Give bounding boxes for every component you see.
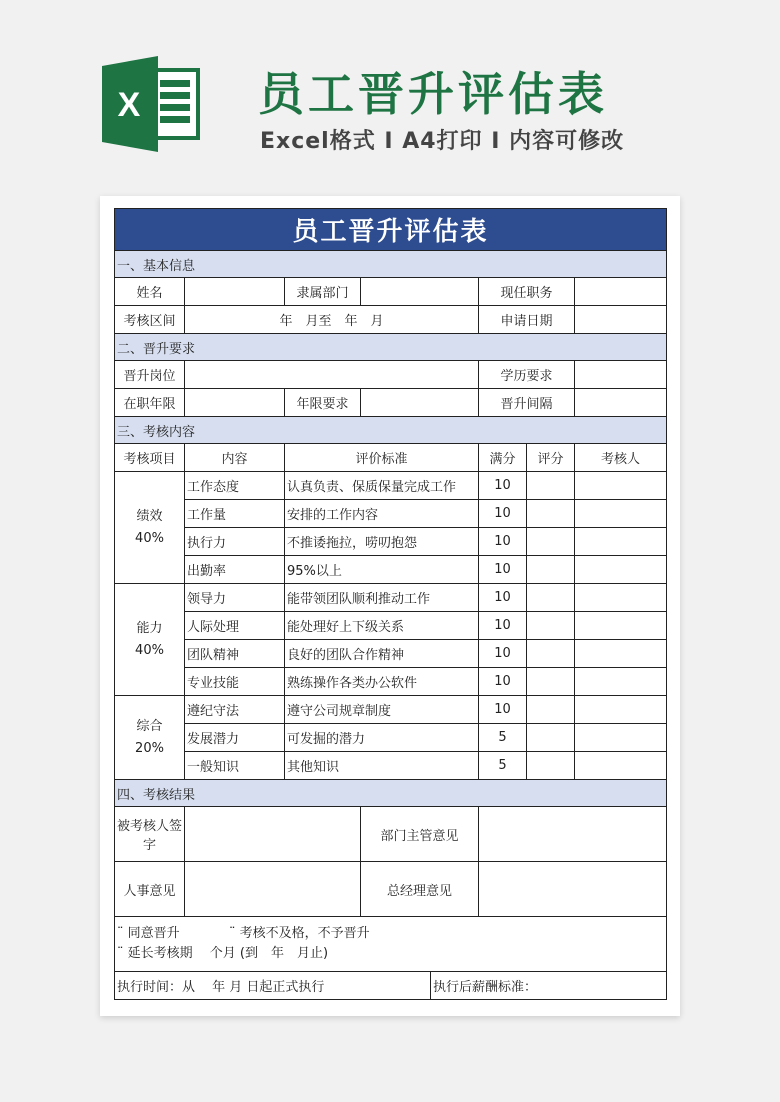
score-field[interactable] [527, 752, 575, 780]
item-content: 人际处理 [185, 612, 285, 640]
dept-field[interactable] [361, 278, 479, 306]
manager-label: 部门主管意见 [361, 807, 479, 862]
form-title: 员工晋升评估表 [115, 209, 667, 251]
group-name: 绩效 [136, 508, 163, 524]
tenure-req-label: 年限要求 [285, 389, 361, 417]
tenure-field[interactable] [185, 389, 285, 417]
score-field[interactable] [527, 472, 575, 500]
assessor-field[interactable] [575, 640, 667, 668]
item-max: 10 [479, 556, 527, 584]
item-content: 发展潜力 [185, 724, 285, 752]
assessor-field[interactable] [575, 724, 667, 752]
score-field[interactable] [527, 640, 575, 668]
section-assessment: 三、考核内容 [115, 417, 667, 444]
hr-field[interactable] [185, 862, 361, 917]
group-name: 能力 [136, 620, 163, 636]
gm-field[interactable] [479, 862, 667, 917]
decision-options [115, 917, 667, 972]
table-row [115, 612, 667, 640]
item-content: 出勤率 [185, 556, 285, 584]
item-max: 10 [479, 584, 527, 612]
col-header: 评价标准 [285, 444, 479, 472]
table-row [115, 556, 667, 584]
item-max: 10 [479, 472, 527, 500]
assessor-field[interactable] [575, 584, 667, 612]
item-max: 10 [479, 696, 527, 724]
item-content: 一般知识 [185, 752, 285, 780]
assessor-field[interactable] [575, 556, 667, 584]
score-field[interactable] [527, 696, 575, 724]
score-field[interactable] [527, 668, 575, 696]
item-max: 10 [479, 640, 527, 668]
education-field[interactable] [575, 361, 667, 389]
col-header: 满分 [479, 444, 527, 472]
evaluation-table [114, 208, 667, 1000]
score-field[interactable] [527, 612, 575, 640]
group-pct: 40% [135, 530, 164, 546]
name-field[interactable] [185, 278, 285, 306]
table-row [115, 752, 667, 780]
gm-label: 总经理意见 [361, 862, 479, 917]
assessor-field[interactable] [575, 668, 667, 696]
table-row [115, 528, 667, 556]
execution-time[interactable]: 执行时间：从 年 月 日起正式执行 [115, 972, 431, 999]
group-cell [115, 584, 185, 696]
excel-logo-icon [102, 56, 200, 152]
position-label: 现任职务 [479, 278, 575, 306]
group-pct: 40% [135, 642, 164, 658]
item-standard: 能处理好上下级关系 [285, 612, 479, 640]
item-max: 5 [479, 724, 527, 752]
score-field[interactable] [527, 500, 575, 528]
page-title: 员工晋升评估表 [258, 67, 608, 121]
assessor-field[interactable] [575, 696, 667, 724]
dept-label: 隶属部门 [285, 278, 361, 306]
item-content: 遵纪守法 [185, 696, 285, 724]
score-field[interactable] [527, 724, 575, 752]
item-standard: 认真负责、保质保量完成工作 [285, 472, 479, 500]
manager-field[interactable] [479, 807, 667, 862]
execution-row [115, 972, 667, 1000]
item-standard: 不推诿拖拉，唠叨抱怨 [285, 528, 479, 556]
item-standard: 可发掘的潜力 [285, 724, 479, 752]
target-field[interactable] [185, 361, 479, 389]
item-standard: 其他知识 [285, 752, 479, 780]
score-field[interactable] [527, 584, 575, 612]
item-max: 10 [479, 612, 527, 640]
form-sheet [100, 196, 680, 1016]
item-content: 执行力 [185, 528, 285, 556]
item-content: 专业技能 [185, 668, 285, 696]
apply-date-field[interactable] [575, 306, 667, 334]
col-header: 考核项目 [115, 444, 185, 472]
group-pct: 20% [135, 740, 164, 756]
position-field[interactable] [575, 278, 667, 306]
svg-text:X: X [117, 86, 141, 124]
item-max: 10 [479, 528, 527, 556]
assessor-field[interactable] [575, 500, 667, 528]
item-standard: 能带领团队顺利推动工作 [285, 584, 479, 612]
page-subtitle: Excel格式 I A4打印 I 内容可修改 [260, 129, 625, 154]
period-field[interactable]: 年 月至 年 月 [185, 306, 479, 334]
table-row [115, 472, 667, 500]
item-max: 10 [479, 500, 527, 528]
hr-label: 人事意见 [115, 862, 185, 917]
col-header: 评分 [527, 444, 575, 472]
table-row [115, 640, 667, 668]
group-cell [115, 696, 185, 780]
col-header: 内容 [185, 444, 285, 472]
education-label: 学历要求 [479, 361, 575, 389]
tenure-label: 在职年限 [115, 389, 185, 417]
group-name: 综合 [136, 718, 163, 734]
group-cell [115, 472, 185, 584]
section-basic-info: 一、基本信息 [115, 251, 667, 278]
tenure-req-field[interactable] [361, 389, 479, 417]
apply-date-label: 申请日期 [479, 306, 575, 334]
col-header: 考核人 [575, 444, 667, 472]
assessor-field[interactable] [575, 752, 667, 780]
assessor-field[interactable] [575, 528, 667, 556]
signee-label: 被考核人签字 [115, 807, 185, 862]
signee-field[interactable] [185, 807, 361, 862]
item-content: 工作量 [185, 500, 285, 528]
period-label: 考核区间 [115, 306, 185, 334]
item-standard: 熟练操作各类办公软件 [285, 668, 479, 696]
table-row [115, 668, 667, 696]
item-max: 10 [479, 668, 527, 696]
table-row [115, 584, 667, 612]
assessor-field[interactable] [575, 472, 667, 500]
score-field[interactable] [527, 528, 575, 556]
table-row [115, 696, 667, 724]
section-requirements: 二、晋升要求 [115, 334, 667, 361]
item-standard: 95%以上 [285, 556, 479, 584]
option-reject[interactable]: ¨ 考核不及格，不予晋升 [229, 926, 370, 941]
option-approve[interactable]: ¨ 同意晋升 [117, 926, 180, 941]
table-row [115, 724, 667, 752]
section-result: 四、考核结果 [115, 780, 667, 807]
item-content: 领导力 [185, 584, 285, 612]
assessor-field[interactable] [575, 612, 667, 640]
item-content: 团队精神 [185, 640, 285, 668]
interval-label: 晋升间隔 [479, 389, 575, 417]
item-standard: 遵守公司规章制度 [285, 696, 479, 724]
item-content: 工作态度 [185, 472, 285, 500]
item-max: 5 [479, 752, 527, 780]
table-row [115, 500, 667, 528]
salary-standard[interactable]: 执行后薪酬标准： [433, 980, 538, 995]
score-field[interactable] [527, 556, 575, 584]
interval-field[interactable] [575, 389, 667, 417]
item-standard: 安排的工作内容 [285, 500, 479, 528]
item-standard: 良好的团队合作精神 [285, 640, 479, 668]
target-label: 晋升岗位 [115, 361, 185, 389]
name-label: 姓名 [115, 278, 185, 306]
option-extend[interactable]: ¨ 延长考核期 个月 (到 年 月止) [117, 946, 329, 961]
